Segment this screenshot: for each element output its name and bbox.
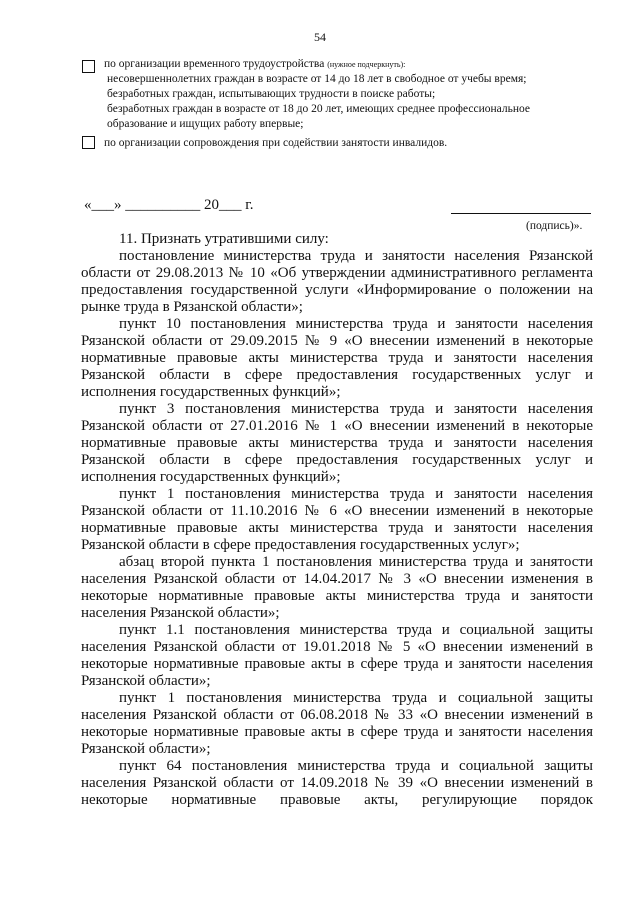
paragraph: пункт 1 постановления министерства труда и занятости населения Рязанской области от 11.10.2016 № 6 «О внесении изменений в некоторые нормативные правовые акты министерства труда и занятости населения Рязанской области в сфере предоставления государственных услуг»; — [81, 486, 593, 553]
option1-item: образование и ищущих работу впервые; — [107, 118, 304, 130]
option1-item: безработных граждан, испытывающих трудности в поиске работы; — [107, 88, 436, 100]
paragraph: пункт 10 постановления министерства труда и занятости населения Рязанской области от 29.09.2015 № 9 «О внесении изменений в некоторые нормативные правовые акты министерства труда и занятости населения Рязанской области в сфере предоставления государственных услуг и исполнения государственных функций»; — [81, 316, 593, 400]
paragraph: постановление министерства труда и занятости населения Рязанской области от 29.08.2013 № 10 «Об утверждении административного регламента предоставления государственной услуги «Информирование о положении на рынке труда в Рязанской области»; — [81, 248, 593, 315]
option1-label: по организации временного трудоустройства — [104, 58, 325, 70]
option1-note: (нужное подчеркнуть): — [327, 60, 406, 69]
option1-item: безработных граждан в возрасте от 18 до 20 лет, имеющих среднее профессиональное — [107, 103, 530, 115]
paragraph: пункт 1 постановления министерства труда и социальной защиты населения Рязанской области от 06.08.2018 № 33 «О внесении изменений в некоторые нормативные правовые акты в сфере труда и занятости населения Рязанской области»; — [81, 690, 593, 757]
option1-item: несовершеннолетних граждан в возрасте от 14 до 18 лет в свободное от учебы время; — [107, 73, 527, 85]
paragraph: пункт 3 постановления министерства труда и занятости населения Рязанской области от 27.01.2016 № 1 «О внесении изменений в некоторые нормативные правовые акты министерства труда и занятости населения Рязанской области в сфере предоставления государственных услуг и исполнения государственных функций»; — [81, 401, 593, 485]
date-line: «___» __________ 20___ г. — [84, 197, 254, 213]
paragraph: абзац второй пункта 1 постановления министерства труда и занятости населения Рязанской области от 14.04.2017 № 3 «О внесении изменения в некоторые нормативные правовые акты министерства труда и занятости населения Рязанской области»; — [81, 554, 593, 621]
paragraph: пункт 1.1 постановления министерства труда и социальной защиты населения Рязанской области от 19.01.2018 № 5 «О внесении изменений в некоторые нормативные правовые акты в сфере труда и занятости населения Рязанской области»; — [81, 622, 593, 689]
checkbox-disabled-support[interactable] — [82, 136, 95, 149]
page-number: 54 — [314, 30, 326, 44]
option-disabled-support: по организации сопровождения при содействии занятости инвалидов. — [104, 137, 448, 149]
section-11 — [81, 231, 593, 809]
section-heading: 11. Признать утратившими силу: — [119, 231, 329, 247]
signature-caption: (подпись)». — [526, 220, 583, 232]
signature-line — [451, 213, 591, 214]
paragraph: пункт 64 постановления министерства труда и социальной защиты населения Рязанской области от 14.09.2018 № 39 «О внесении изменений в некоторые нормативные правовые акты, регулирующие порядок — [81, 758, 593, 808]
option-temporary-employment — [104, 57, 405, 73]
checkbox-temporary-employment[interactable] — [82, 60, 95, 73]
